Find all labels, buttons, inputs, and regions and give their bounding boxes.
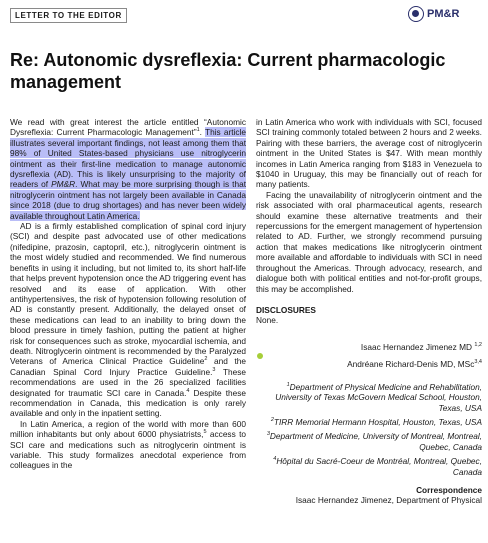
- la-text-a: In Latin America, a region of the world with more than 600 million inhabitants but only about 6000 physiatrists,: [10, 418, 246, 440]
- highlighted-text-2: . What may be more surprising though is that nitroglycerin ointment has not largely been available in Canada since 2018 (due to drug shortages) and has never been widely available throughout Latin America.: [10, 179, 247, 221]
- journal-name-italic: PM&R: [51, 179, 76, 190]
- correspondence-text: Isaac Hernandez Jimenez, Department of Physical: [295, 495, 482, 506]
- ref-4[interactable]: 4: [186, 387, 190, 394]
- affiliation-3: [256, 431, 482, 452]
- affil-3-text: Department of Medicine, University of Montreal, Montreal, Quebec, Canada: [269, 431, 482, 452]
- ad-text-b: and the Canadian Spinal Cord Injury Practice Guideline.: [10, 356, 246, 377]
- author-2-name: Andréane Richard-Denis MD, MSc: [347, 358, 475, 369]
- ref-3[interactable]: 3: [212, 366, 216, 373]
- author-list: [256, 342, 482, 370]
- correspondence-heading: Correspondence: [416, 484, 482, 495]
- paragraph-continued: in Latin America who work with individuals with SCI, focused SCI training commonly totaled between 2 hours and 2 weeks. Pairing with these barriers, the average cost of nitroglycerin ointment in the United States is $47. With mean monthly incomes in Latin America ranging from $183 in Venezuela to $1040 in Uruguay, this may be financially out of reach for many patients.: [256, 117, 482, 190]
- affiliation-4: [256, 456, 482, 477]
- affil-1-num: 1: [286, 381, 290, 388]
- article-title: Re: Autonomic dysreflexia: Current pharmacologic management: [10, 50, 446, 92]
- affil-2-num: 2: [270, 417, 274, 424]
- intro-text: We read with great interest the article entitled “Autonomic Dysreflexia: Current Pharmacologic Management”: [10, 117, 246, 138]
- left-column: [10, 117, 246, 471]
- affiliation-1: [256, 382, 482, 413]
- affil-1-text: Department of Physical Medicine and Rehabilitation, University of Texas McGovern Medical School, Houston, Texas, USA: [275, 381, 482, 413]
- ad-text-a: AD is a firmly established complication of spinal cord injury (SCI) and despite past advocated use of other medications (nifedipine, prazosin, captopril, etc.), nitroglycerin ointment is the most widely studied and recommended. We find numerous benefits in using it including, but not limited to, its short half-life that helps prevent hypotension once the AD triggering event has resolved and its ease of application. With other antihypertensives, the risk of hypotension following resolution of AD is constantly present. Additionally, the delayed onset of these medications can lead to an inability to bring down the blood pressure in timely fashion, putting the patient at higher risk for consequences such as stroke, myocardial ischemia, and death. Nitroglycerin ointment is recommended by the Paralyzed Veterans of America Clinical Practice Guideline: [10, 221, 246, 367]
- affil-4-text: Hôpital du Sacré-Coeur de Montréal, Montreal, Quebec, Canada: [276, 456, 482, 477]
- ref-5[interactable]: 5: [203, 429, 207, 436]
- paragraph-ad: [10, 221, 246, 419]
- paragraph-intro: [10, 117, 246, 221]
- intro-period: .: [199, 127, 206, 138]
- ad-text-d: Despite these recommendation in Canada, this medication is only rarely available and only in the inpatient setting.: [10, 387, 246, 419]
- author-1-affil: 1,2: [474, 341, 482, 348]
- ref-1[interactable]: 1: [196, 127, 200, 134]
- journal-logo-text: PM&R: [427, 8, 460, 20]
- pmr-logo-icon: [408, 6, 424, 22]
- paragraph-recommendation: Facing the unavailability of nitroglycerin ointment and the risk associated with oral pharmaceutical agents, research should examine these alternative treatments and their repercussions for the emergent management of hypertension related to AD. Further, we strongly recommend pursuing action that makes medications like nitroglycerin ointment more available and affordable to individuals with SCI in need throughout the Americas. Through advocacy, research, and dialogue both with political entities and not-for-profit groups, this may be accomplished.: [256, 189, 482, 294]
- la-text-b: access to SCI care and medications such as nitroglycerin ointment is variable. This study formalizes anecdotal experience from colleagues in the: [10, 429, 246, 471]
- journal-logo[interactable]: [408, 4, 459, 24]
- paragraph-latin-america: [10, 419, 246, 471]
- disclosures-heading: DISCLOSURES: [256, 304, 316, 315]
- author-1: [256, 342, 482, 359]
- affil-2-text: TIRR Memorial Hermann Hospital, Houston, Texas, USA: [273, 416, 482, 427]
- ref-2[interactable]: 2: [204, 356, 208, 363]
- affiliations: [256, 382, 482, 477]
- disclosures-text: None.: [256, 315, 279, 326]
- affiliation-2: [256, 417, 482, 427]
- section-label: LETTER TO THE EDITOR: [10, 8, 127, 23]
- author-2: [256, 359, 482, 370]
- author-1-name: Isaac Hernandez Jimenez MD: [360, 341, 473, 352]
- affil-4-num: 4: [273, 456, 277, 463]
- right-column: [256, 117, 482, 506]
- ad-text-c: These recommendations are used in the 26 specialized facilities designated for traumatic SCI care in Canada.: [10, 366, 247, 398]
- affil-3-num: 3: [266, 431, 270, 438]
- author-2-affil: 3,4: [474, 358, 482, 365]
- highlighted-text-1: This article illustrates several important findings, not least among them that 98% of United States-based physicians use nitroglycerin ointment as their first-line medication to manage autonomic dysreflexia (AD). This is likely unsurprising to the majority of readers of: [10, 127, 246, 190]
